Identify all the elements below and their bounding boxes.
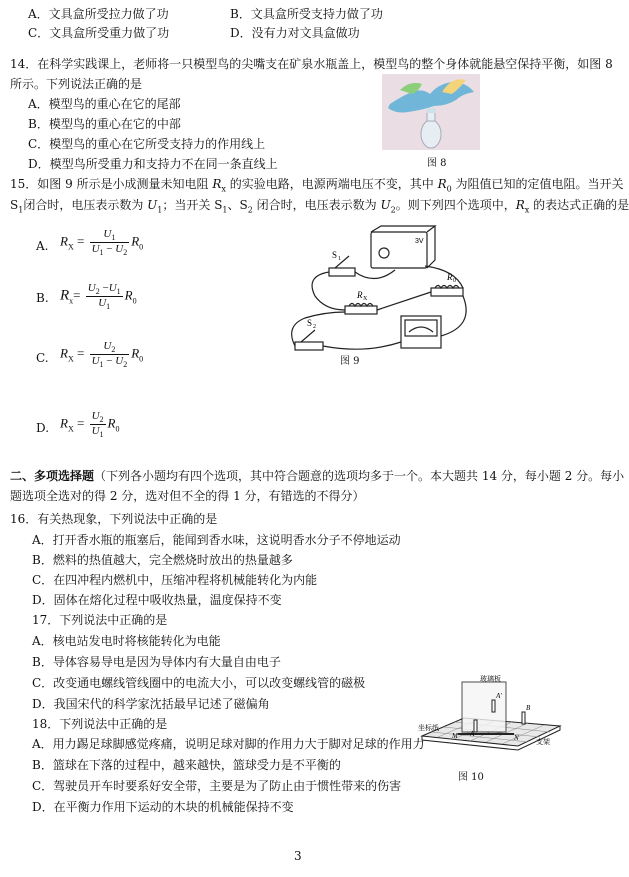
svg-text:R: R [357, 290, 363, 300]
q15-option-c-formula: $R_X$ = $\frac{U_2}{U_1 - U_2}$ $R_0$ [60, 340, 144, 370]
glass-label: 玻璃板 [480, 675, 501, 683]
q17-option-c: C．改变通电螺线管线圈中的电流大小，可以改变螺线管的磁极 [32, 676, 366, 690]
q15-option-a-formula: $R_X$ = $\frac{U_1}{U_1 - U_2}$ $R_0$ [60, 228, 144, 258]
q13-option-c: C．文具盒所受重力做了功 [28, 26, 170, 40]
svg-text:0: 0 [453, 278, 456, 284]
section2-header-line2: 题选项全选对的得 2 分，选对但不全的得 1 分，有错选的不得分） [10, 489, 365, 503]
q15-option-b-label: B. [36, 291, 49, 305]
q15-stem-line2: $S_1$闭合时，电压表示数为 $U_1$；当开关 $S_1$、$S_2$ 闭合时，电压表示数为 $U_2$。则下列四个选项中，$R_x$ 的表达式正确的是 [10, 198, 629, 215]
svg-text:A: A [470, 730, 475, 738]
svg-text:M: M [452, 732, 458, 740]
q16-option-b: B．燃料的热值越大，完全燃烧时放出的热量越多 [32, 553, 293, 567]
paper-label: 坐标纸 [418, 724, 439, 732]
q15-option-d-formula: $R_X$ = $\frac{U_2}{U_1}$ $R_0$ [60, 410, 120, 440]
model-bird-figure [382, 74, 480, 150]
q16-option-d: D．固体在熔化过程中吸收热量，温度保持不变 [32, 593, 282, 607]
q13-option-d: D．没有力对文具盒做功 [230, 26, 360, 40]
q18-option-c: C．驾驶员开车时要系好安全带，主要是为了防止由于惯性带来的伤害 [32, 779, 402, 793]
q18-option-b: B．篮球在下落的过程中，越来越快，篮球受力是不平衡的 [32, 758, 341, 772]
stand-label: 支架 [536, 738, 550, 746]
svg-text:2: 2 [313, 324, 316, 330]
q14-stem-line2: 所示。下列说法正确的是 [10, 77, 143, 91]
q14-option-b: B．模型鸟的重心在它的中部 [28, 117, 181, 131]
q15-option-b-formula: $R_x=$ $\frac{U_2 -U_1}{U_1}$ $R_0$ [60, 282, 137, 312]
figure-9-caption: 图 9 [340, 356, 360, 367]
svg-text:X: X [363, 296, 368, 302]
q14-option-d: D．模型鸟所受重力和支持力不在同一条直线上 [28, 157, 278, 171]
svg-text:R: R [447, 272, 453, 282]
svg-text:B: B [526, 704, 531, 712]
q15-option-d-label: D. [36, 421, 50, 435]
q16-option-c: C．在四冲程内燃机中，压缩冲程将机械能转化为内能 [32, 573, 318, 587]
q17-option-d: D．我国宋代的科学家沈括最早记述了磁偏角 [32, 697, 270, 711]
figure-8-caption: 图 8 [427, 158, 447, 169]
glass-plate-figure [418, 676, 563, 762]
svg-text:N: N [514, 734, 519, 742]
q17-option-a: A．核电站发电时将核能转化为电能 [32, 634, 221, 648]
circuit-figure [285, 226, 480, 356]
q17-option-b: B．导体容易导电是因为导体内有大量自由电子 [32, 655, 281, 669]
svg-text:S: S [332, 250, 338, 260]
section2-header: 二、多项选择题（下列各小题均有四个选项，其中符合题意的选项均多于一个。本大题共 14 分，每小题 2 分。每小 [10, 469, 625, 483]
q18-stem: 18．下列说法中正确的是 [32, 717, 168, 731]
q18-option-a: A．用力踢足球脚感觉疼痛，说明足球对脚的作用力大于脚对足球的作用力 [32, 737, 425, 751]
svg-text:3V: 3V [415, 238, 424, 245]
q13-option-a: A．文具盒所受拉力做了功 [28, 7, 169, 21]
q15-option-a-label: A. [36, 239, 49, 253]
q14-option-c: C．模型鸟的重心在它所受支持力的作用线上 [28, 137, 266, 151]
svg-text:1: 1 [338, 256, 341, 262]
q16-option-a: A．打开香水瓶的瓶塞后，能闻到香水味，这说明香水分子不停地运动 [32, 533, 401, 547]
q15-stem-line1: 15．如图 9 所示是小成测量未知电阻 $R_x$ 的实验电路，电源两端电压不变，其中 $R_0$ 为阻值已知的定值电阻。当开关 [10, 177, 624, 194]
page-number: 3 [294, 849, 302, 863]
q16-stem: 16．有关热现象，下列说法中正确的是 [10, 512, 218, 526]
figure-10-caption: 图 10 [458, 772, 484, 783]
q15-option-c-label: C. [36, 351, 49, 365]
q14-stem-line1: 14．在科学实践课上，老师将一只模型鸟的尖嘴支在矿泉水瓶盖上，模型鸟的整个身体就能悬空保持平衡，如图 8 [10, 57, 613, 71]
svg-text:A': A' [496, 692, 502, 700]
q13-option-b: B．文具盒所受支持力做了功 [230, 7, 383, 21]
svg-text:S: S [307, 318, 313, 328]
q14-option-a: A．模型鸟的重心在它的尾部 [28, 97, 181, 111]
q17-stem: 17．下列说法中正确的是 [32, 613, 168, 627]
q18-option-d: D．在平衡力作用下运动的木块的机械能保持不变 [32, 800, 294, 814]
